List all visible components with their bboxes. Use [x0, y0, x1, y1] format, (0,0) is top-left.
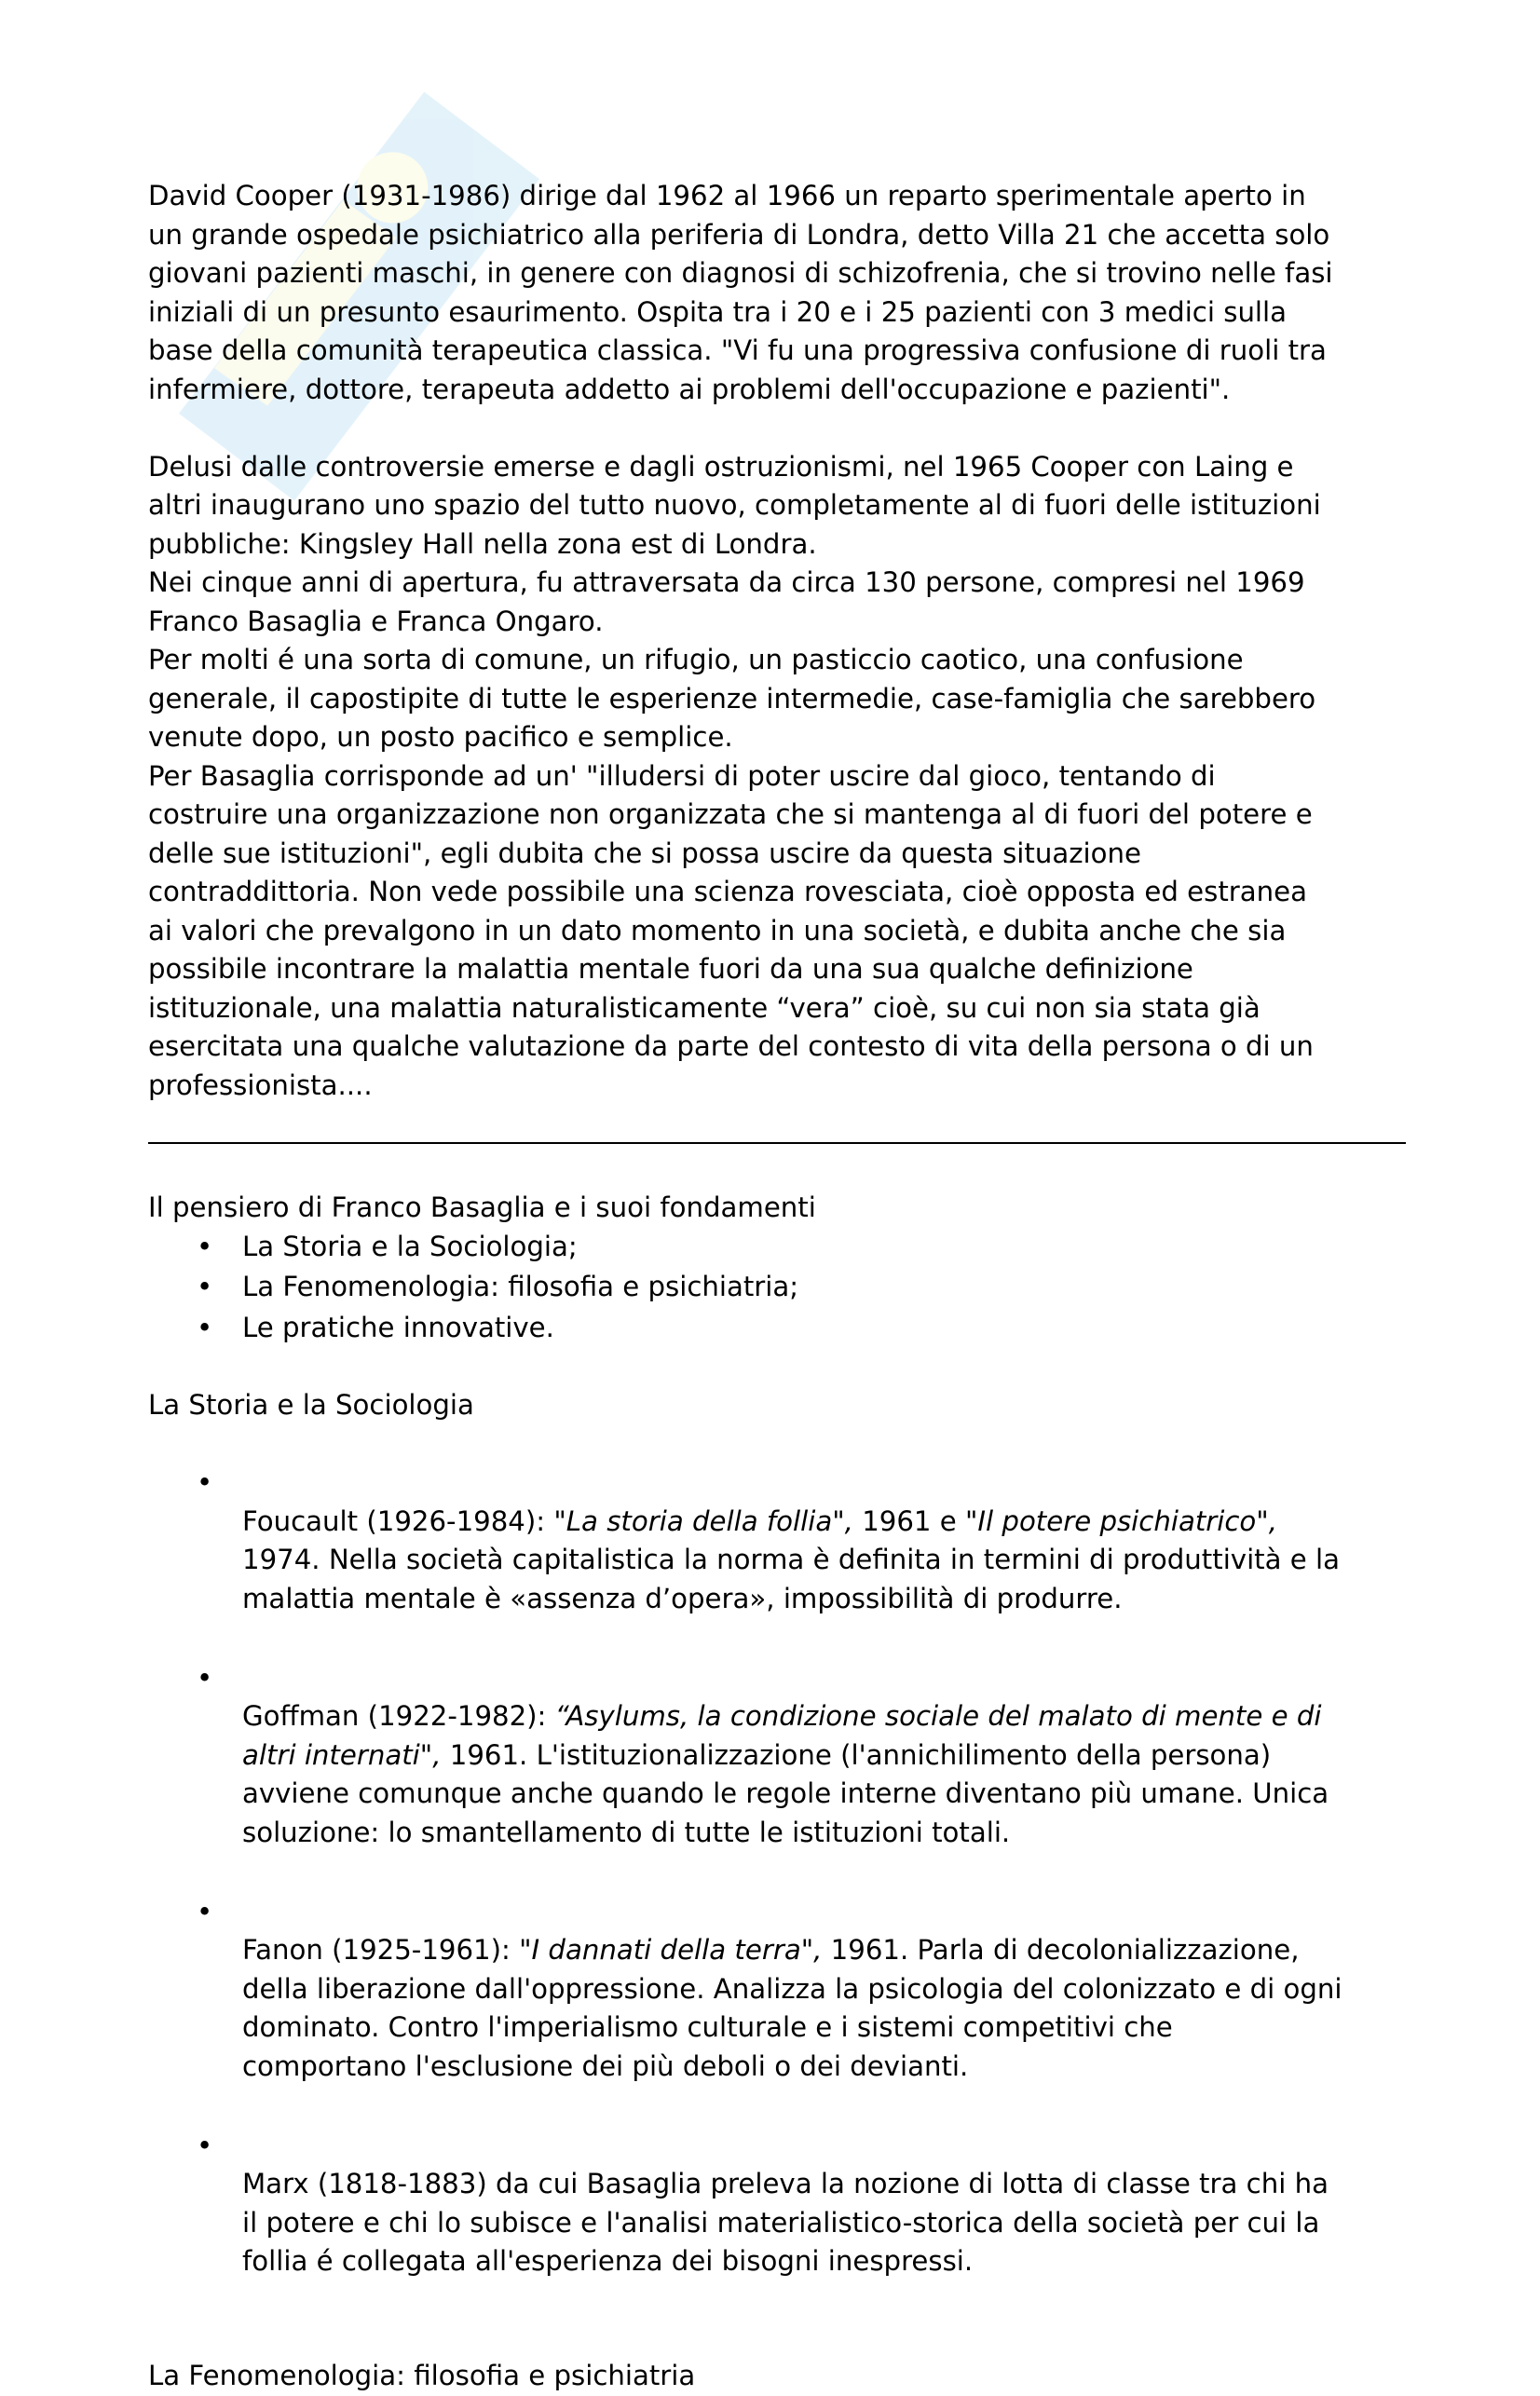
list-item-foucault: [148, 1463, 1406, 1618]
outline-section: [148, 1189, 1406, 1347]
bullet-icon: •: [197, 1895, 213, 1927]
list-item-text: Le pratiche innovative.: [242, 1311, 554, 1343]
list-item-text: La Fenomenologia: filosofia e psichiatria;: [242, 1271, 799, 1302]
list-item-marx: [148, 2127, 1406, 2281]
item-title: "Il potere psichiatrico",: [965, 1504, 1277, 1537]
storia-heading: La Storia e la Sociologia: [148, 1389, 474, 1421]
intro-section: [148, 177, 1406, 409]
outline-list: [148, 1228, 1406, 1348]
item-text: Marx (1818-1883) da cui Basaglia preleva la nozione di lotta di classe tra chi ha il potere e chi lo subisce e l'analisi materialistico-storica della società per cui la follia é collegata all'esperienza dei bisogni inespressi.: [242, 2168, 1329, 2277]
list-item-goffman: [148, 1659, 1406, 1853]
item-title: "I dannati della terra",: [519, 1934, 823, 1966]
item-title: “Asylums, la condizione sociale del malato di mente e di altri internati",: [242, 1700, 1322, 1771]
item-text: Goffman (1922-1982):: [242, 1700, 555, 1732]
storia-sociologia-section: [148, 1386, 1406, 2321]
item-text: 1961. Parla di decolonializzazione, della liberazione dall'oppressione. Analizza la psicologia del colonizzato e di ogni dominato. Contro l'imperialismo culturale e i sistemi competitivi che comportano l'esclusione dei più deboli o dei devianti.: [242, 1934, 1342, 2082]
fenomenologia-heading: La Fenomenologia: filosofia e psichiatria: [148, 2360, 696, 2391]
bullet-icon: •: [197, 1311, 213, 1343]
kingsley-paragraph-4: Per Basaglia corrisponde ad un' "illudersi di poter uscire dal gioco, tentando di costruire una organizzazione non organizzata che si mantenga al di fuori del potere e delle sue istituzioni", egli dubita che si possa uscire da questa situazione contraddittoria. Non vede possibile una scienza rovesciata, cioè opposta ed estranea ai valori che prevalgono in un dato momento in una società, e dubita anche che sia possibile incontrare la malattia mentale fuori da una sua qualche definizione istituzionale, una malattia naturalisticamente “vera” cioè, su cui non sia stata già esercitata una qualche valutazione da parte del contesto di vita della persona o di un professionista....: [148, 759, 1314, 1101]
item-text: 1974. Nella società capitalistica la norma è definita in termini di produttività e la malattia mentale è «assenza d’opera», impossibilità di produrre.: [242, 1544, 1341, 1614]
item-text: 1961 e: [852, 1504, 965, 1537]
item-text: Foucault (1926-1984):: [242, 1504, 554, 1537]
bullet-icon: •: [197, 1466, 213, 1498]
list-item: [148, 1268, 1406, 1307]
bullet-icon: •: [197, 1661, 213, 1694]
item-text: Fanon (1925-1961):: [242, 1934, 520, 1966]
kingsley-hall-section: [148, 448, 1406, 1106]
bullet-icon: •: [197, 2129, 213, 2161]
intro-paragraph: David Cooper (1931-1986) dirige dal 1962 al 1966 un reparto sperimentale aperto in un grande ospedale psichiatrico alla periferia di Londra, detto Villa 21 che accetta solo giovani pazienti maschi, in genere con diagnosi di schizofrenia, che si trovino nelle fasi iniziali di un presunto esaurimento. Ospita tra i 20 e i 25 pazienti con 3 medici sulla base della comunità terapeutica classica. "Vi fu una progressiva confusione di ruoli tra infermiere, dottore, terapeuta addetto ai problemi dell'occupazione e pazienti".: [148, 180, 1333, 405]
list-item-text: La Storia e la Sociologia;: [242, 1230, 578, 1262]
outline-heading: Il pensiero di Franco Basaglia e i suoi fondamenti: [148, 1191, 816, 1223]
item-title: "La storia della follia",: [553, 1504, 853, 1537]
kingsley-paragraph-2: Nei cinque anni di apertura, fu attraversata da circa 130 persone, compresi nel 1969 Franco Basaglia e Franca Ongaro.: [148, 566, 1305, 637]
kingsley-paragraph-3: Per molti é una sorta di comune, un rifugio, un pasticcio caotico, una confusione generale, il capostipite di tutte le esperienze intermedie, case-famiglia che sarebbero venute dopo, un posto pacifico e semplice.: [148, 644, 1316, 753]
bullet-icon: •: [197, 1230, 213, 1262]
list-item: [148, 1309, 1406, 1348]
list-item-fanon: [148, 1893, 1406, 2087]
document-body: [148, 177, 1406, 2396]
list-item: [148, 1228, 1406, 1267]
kingsley-paragraph-1: Delusi dalle controversie emerse e dagli ostruzionismi, nel 1965 Cooper con Laing e altri inaugurano uno spazio del tutto nuovo, completamente al di fuori delle istituzioni pubbliche: Kingsley Hall nella zona est di Londra.: [148, 450, 1321, 560]
item-text: 1961. L'istituzionalizzazione (l'annichilimento della persona) avviene comunque anche quando le regole interne diventano più umane. Unica soluzione: lo smantellamento di tutte le istituzioni totali.: [242, 1738, 1329, 1848]
bullet-icon: •: [197, 1271, 213, 1302]
storia-list: [148, 1425, 1406, 2322]
